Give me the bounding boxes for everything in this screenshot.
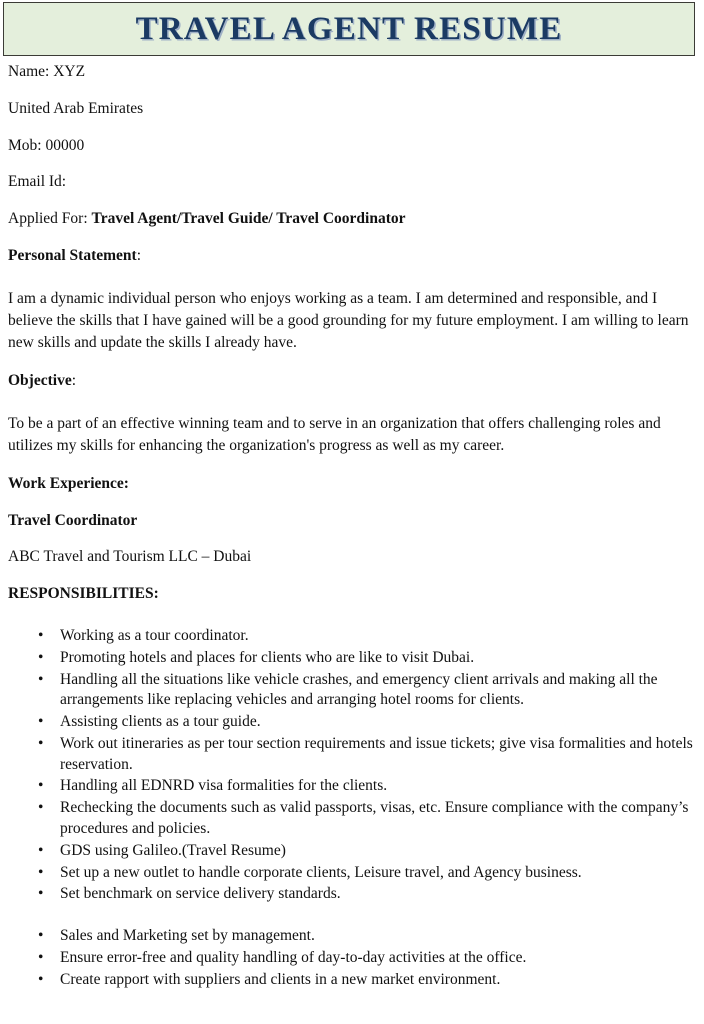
bullet-icon: •: [38, 970, 44, 988]
list-item: [8, 626, 696, 647]
list-item-text: Sales and Marketing set by management.: [60, 927, 315, 945]
objective-heading: [8, 371, 696, 391]
responsibilities-list: [8, 626, 696, 990]
contact-mobile: Mob: 00000: [8, 136, 85, 154]
personal-statement-heading-text: Personal Statement: [8, 247, 137, 265]
bullet-icon: •: [38, 670, 44, 688]
job-title: Travel Coordinator: [8, 511, 138, 529]
objective-body: To be a part of an effective winning team and to serve in an organization that offers challenging roles and utilizes my skills for enhancing the organization's progress as well as my career.: [8, 414, 661, 454]
list-item: [8, 926, 696, 947]
list-item: [8, 970, 696, 991]
list-item-text: Working as a tour coordinator.: [60, 627, 249, 645]
list-item: [8, 863, 696, 884]
list-item: [8, 841, 696, 862]
contact-name: Name: XYZ: [8, 63, 86, 80]
bullet-icon: •: [38, 799, 44, 817]
employer: ABC Travel and Tourism LLC – Dubai: [8, 548, 252, 566]
objective-heading-colon: :: [71, 371, 77, 389]
objective-heading-text: Objective: [8, 371, 72, 389]
list-item: [8, 798, 696, 840]
list-item: [8, 712, 696, 733]
list-item-text: Set benchmark on service delivery standards.: [60, 885, 341, 903]
applied-for-label: Applied For:: [8, 210, 88, 228]
bullet-icon: •: [38, 777, 44, 795]
bullet-icon: •: [38, 885, 44, 903]
personal-statement-heading-colon: :: [136, 247, 142, 265]
list-item-text: Create rapport with suppliers and clients in a new market environment.: [60, 970, 501, 988]
list-item-text: Handling all the situations like vehicle crashes, and emergency client arrivals and making all the arrangements like replacing vehicles and arranging hotel rooms for clients.: [60, 670, 658, 709]
applied-for-line: [8, 209, 696, 229]
list-item-text: Set up a new outlet to handle corporate clients, Leisure travel, and Agency business.: [60, 863, 582, 881]
list-item-text: Rechecking the documents such as valid passports, visas, etc. Ensure compliance with the company’s procedures and policies.: [60, 799, 689, 837]
responsibilities-heading: RESPONSIBILITIES:: [8, 585, 159, 603]
list-item: [8, 670, 696, 712]
list-item-text: Promoting hotels and places for clients who are like to visit Dubai.: [60, 648, 475, 666]
personal-statement-body: I am a dynamic individual person who enjoys working as a team. I am determined and responsible, and I believe the skills that I have gained will be a good grounding for my future employment. I am willing to learn new skills and update the skills I already have.: [8, 289, 689, 351]
document-body: [8, 62, 696, 991]
contact-location: United Arab Emirates: [8, 99, 144, 117]
list-spacer: [8, 906, 696, 926]
list-item-text: Ensure error-free and quality handling of day-to-day activities at the office.: [60, 948, 527, 966]
title-banner: [3, 2, 695, 56]
bullet-icon: •: [38, 841, 44, 859]
list-item-text: Handling all EDNRD visa formalities for the clients.: [60, 777, 388, 795]
list-item-text: GDS using Galileo.(Travel Resume): [60, 841, 286, 859]
bullet-icon: •: [38, 627, 44, 645]
bullet-icon: •: [38, 734, 44, 752]
list-item-text: Work out itineraries as per tour section requirements and issue tickets; give visa formalities and hotels reservation.: [60, 734, 693, 773]
list-item: [8, 884, 696, 905]
page-title: TRAVEL AGENT RESUME: [135, 10, 563, 47]
list-item: [8, 734, 696, 776]
bullet-icon: •: [38, 648, 44, 666]
personal-statement-heading: [8, 246, 696, 266]
work-experience-heading: Work Experience:: [8, 474, 129, 492]
contact-email: Email Id:: [8, 173, 67, 191]
bullet-icon: •: [38, 713, 44, 731]
bullet-icon: •: [38, 948, 44, 966]
bullet-icon: •: [38, 863, 44, 881]
list-item: [8, 648, 696, 669]
list-item-text: Assisting clients as a tour guide.: [60, 713, 261, 731]
list-item: [8, 948, 696, 969]
bullet-icon: •: [38, 927, 44, 945]
list-item: [8, 776, 696, 797]
applied-for-value: Travel Agent/Travel Guide/ Travel Coordinator: [91, 210, 406, 228]
